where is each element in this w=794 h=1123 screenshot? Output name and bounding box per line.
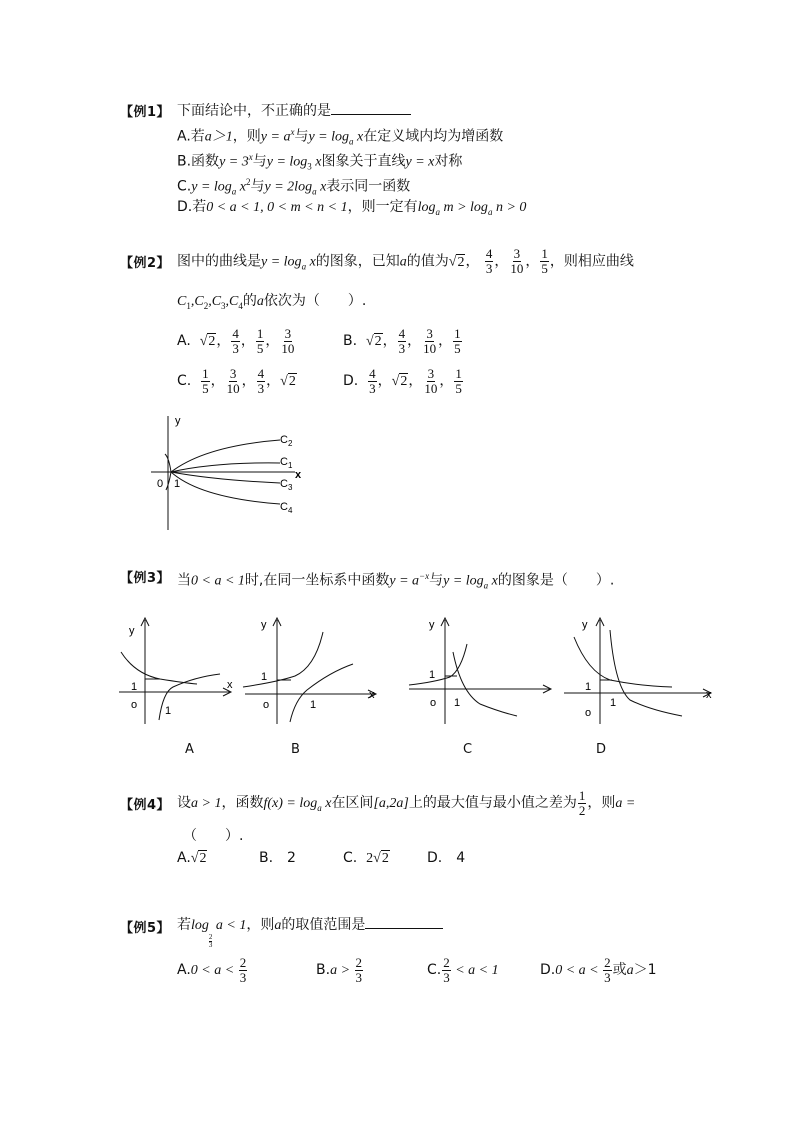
ex3-caption-a[interactable]: A [185,742,194,757]
ex4-question: 设a > 1，函数$f(x) = \log_a x$在区间[a,2a]上的最大值与最小值之差为 $\frac{1}{2}$ ，则a = [177,787,636,818]
ex2-question-line2: $C_1,C_2,C_3,C_4$的a依次为（ ）. [177,293,367,311]
one-label: 1 [174,478,181,490]
ex3-graph-c[interactable] [405,612,555,727]
ex3-caption-d[interactable]: D [596,742,607,757]
svg-text:y: y [261,619,267,631]
svg-text:1: 1 [585,681,592,693]
ex2-option-c[interactable]: C. $\frac{1}{5}$ ， $\frac{3}{10}$ ， $\frac{4}{3}$ ，√2 [177,365,296,396]
ex1-option-c: $C.y = \log_a x^2$与$y = 2\log_a$ x表示同一函数 [177,177,411,197]
svg-text:y: y [582,619,588,631]
ex1-question: 下面结论中，不正确的是 [177,100,411,121]
ex3-caption-b[interactable]: B [291,742,300,757]
svg-text:x: x [227,679,233,691]
ex1-option-b: B.函数$y = 3^x$与$y = \log_3 x$图象关于直线y = x对称 [177,152,463,172]
ex1-label: 【例1】 [120,105,171,120]
curve-c2 [171,440,280,472]
ex5-option-d[interactable]: D.0 < a < $\frac{2}{3}$ 或a＞1 [540,954,657,985]
svg-text:y: y [429,619,435,631]
ex5-option-c[interactable]: C. $\frac{2}{3}$ < a < 1 [427,954,499,985]
ex3-graph-a[interactable] [115,612,240,727]
x-axis-label: x [295,469,302,481]
ex5-question: 若log $\frac{2}{3}$ a < 1，则a的取值范围是 [177,914,443,949]
svg-text:x: x [706,689,712,701]
svg-text:o: o [263,699,270,711]
answer-blank[interactable] [331,100,411,115]
ex1-option-d: D.若0 < a < 1, 0 < m < n < 1，则一定有$\log_a m > \log_a n > 0$ [177,199,527,217]
svg-text:o: o [585,707,592,719]
svg-text:o: o [131,699,138,711]
ex2-option-d[interactable]: D. $\frac{4}{3}$ ，√2， $\frac{3}{10}$ ， $\frac{1}{5}$ [343,365,462,396]
svg-text:1: 1 [429,669,436,681]
svg-text:x: x [369,689,375,701]
ex5-option-a[interactable]: A.0 < a < $\frac{2}{3}$ [177,954,247,985]
ex3-caption-c[interactable]: C [463,742,473,757]
y-axis-label: y [175,415,181,427]
c1-label: $C_1$ [280,456,293,470]
ex2-option-a[interactable]: A. √2， $\frac{4}{3}$ ， $\frac{1}{5}$ ， $\frac{3}{10}$ [177,325,295,356]
svg-text:1: 1 [131,681,138,693]
svg-text:1: 1 [261,671,268,683]
ex2-option-b[interactable]: B. √2， $\frac{4}{3}$ ， $\frac{3}{10}$ ， $\frac{1}{5}$ [343,325,461,356]
ex4-option-d[interactable]: D. 4 [427,850,466,866]
svg-text:1: 1 [165,705,172,717]
ex4-paren[interactable]: （ ）. [183,828,244,844]
curve-c4 [171,472,280,504]
ex3-label: 【例3】 [120,571,171,586]
ex3-question: 当0 < a < 1时,在同一坐标系中函数$y = a^{-x}$与$y = \log_a x$的图象是（ ）. [177,571,615,591]
ex4-option-a[interactable]: A.√2 [177,850,207,866]
c3-label: $C_3$ [280,478,293,492]
ex5-label: 【例5】 [120,921,171,936]
ex4-label: 【例4】 [120,798,171,813]
svg-text:1: 1 [310,699,317,711]
ex3-graph-b[interactable] [235,612,380,727]
curve-c1 [171,463,280,472]
svg-text:o: o [430,697,437,709]
svg-text:1: 1 [454,697,461,709]
origin-label: 0 [157,478,164,490]
c4-label: $C_4$ [280,501,293,515]
ex1-option-a: A.若a＞1，则$y = a^x$与$y = \log_a x$在定义域内均为增函数 [177,127,504,147]
ex2-label: 【例2】 [120,256,171,271]
curve-c3 [171,472,280,483]
ex5-option-b[interactable]: B.a > $\frac{2}{3}$ [316,954,363,985]
c2-label: $C_2$ [280,434,293,448]
ex2-log-curves-graph [145,408,310,533]
ex4-option-b[interactable]: B. 2 [259,850,296,866]
svg-text:1: 1 [610,697,617,709]
ex2-question: 图中的曲线是$y = \log_a x$的图象，已知a的值为√2， $\frac{4}{3}$ ， $\frac{3}{10}$ ， $\frac{1}{5}$ ，则相应曲线 [177,246,634,276]
answer-blank[interactable] [365,914,443,929]
svg-text:y: y [129,625,135,637]
ex3-graph-d[interactable] [560,612,715,727]
ex4-option-c[interactable]: C. 2√2 [343,850,389,866]
